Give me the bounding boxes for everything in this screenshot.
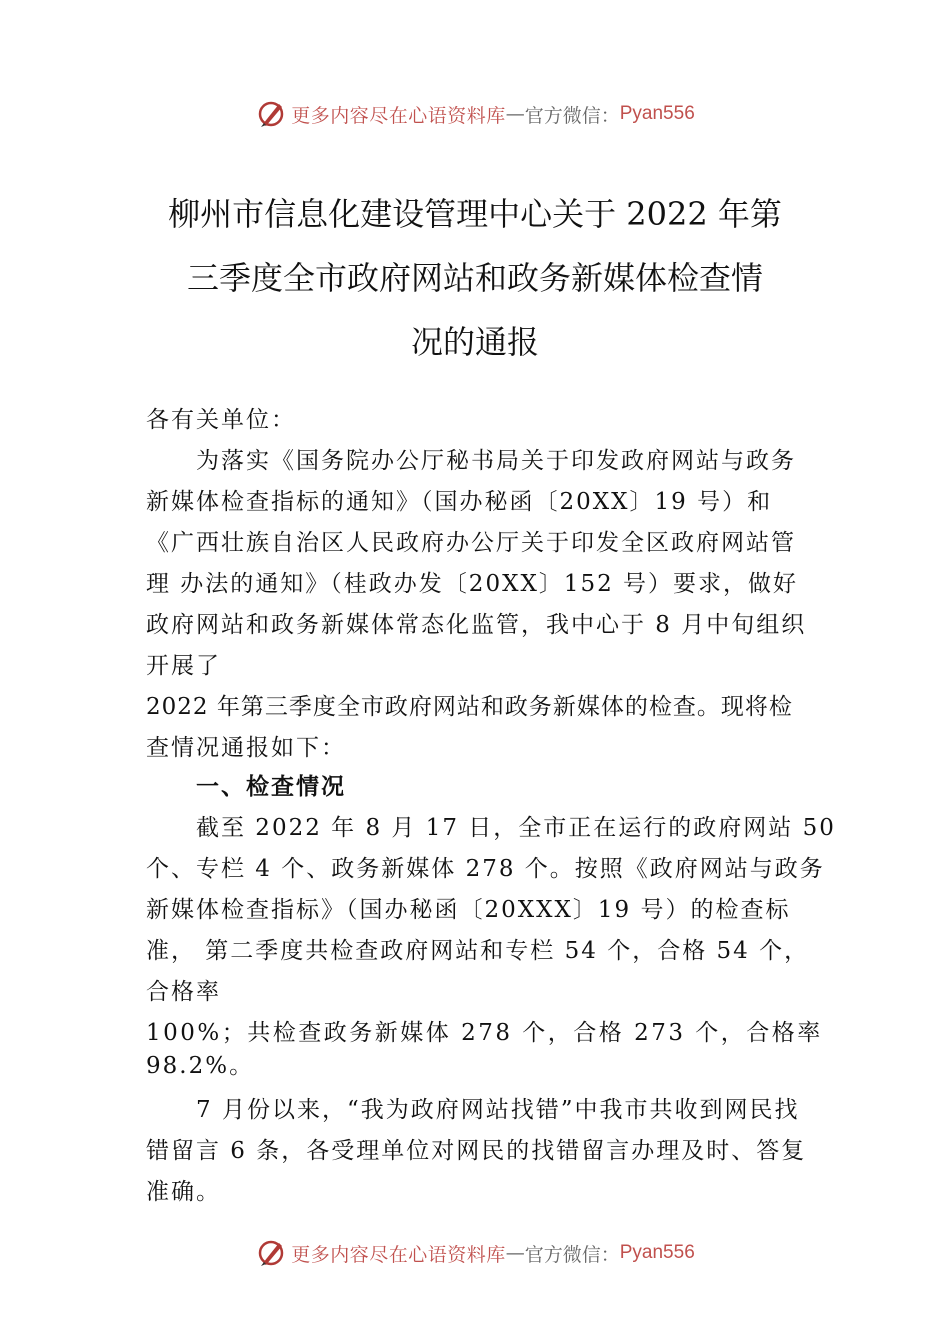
text-line: 新媒体检查指标》（国办秘函〔20XXX〕19 号）的检查标 — [146, 897, 791, 923]
text-line: 准， 第二季度共检查政府网站和专栏 54 个，合格 54 个， — [146, 938, 810, 964]
text-line: 98.2%。 — [146, 1053, 255, 1079]
text-line: 新媒体检查指标的通知》（国办秘函〔20XX〕19 号）和 — [146, 489, 773, 515]
watermark-separator: — — [505, 103, 525, 125]
watermark-wechat-id: Pyan556 — [619, 103, 695, 124]
text-line: 开展了 — [146, 653, 221, 679]
section-1-paragraph — [146, 808, 836, 1083]
text-line: 2022 年第三季度全市政府网站和政务新媒体的检查。现将检 — [146, 694, 793, 720]
text-line: 政府网站和政务新媒体常态化监管，我中心于 8 月中旬组织 — [146, 612, 807, 638]
title-line: 况的通报 — [410, 323, 539, 361]
watermark-text: 更多内容尽在心语资料库 — [291, 1243, 506, 1266]
pen-logo-icon — [255, 98, 287, 130]
salutation-text: 各有关单位： — [146, 407, 296, 433]
document-title — [120, 182, 830, 374]
section-heading — [146, 767, 811, 808]
text-line: 为落实《国务院办公厅秘书局关于印发政府网站与政务 — [196, 448, 796, 474]
text-line: 准确。 — [146, 1179, 221, 1205]
text-line: 理 办法的通知》（桂政办发〔20XX〕152 号）要求，做好 — [146, 571, 799, 597]
title-line: 三季度全市政府网站和政务新媒体检查情 — [186, 259, 763, 297]
section-1-heading: 一、检查情况 — [196, 774, 346, 800]
text-line: 100%；共检查政务新媒体 278 个，合格 273 个，合格率 — [146, 1020, 823, 1046]
text-line: 截至 2022 年 8 月 17 日，全市正在运行的政府网站 50 — [196, 815, 836, 841]
text-line: 个、专栏 4 个、政务新媒体 278 个。按照《政府网站与政务 — [146, 856, 825, 882]
intro-paragraph — [146, 441, 811, 769]
text-line: 《广西壮族自治区人民政府办公厅关于印发全区政府网站管 — [146, 530, 796, 556]
salutation — [146, 400, 811, 441]
watermark-separator: — — [505, 1242, 525, 1264]
watermark-text: 更多内容尽在心语资料库 — [291, 104, 506, 127]
watermark-banner-bottom — [0, 1236, 950, 1270]
title-line: 柳州市信息化建设管理中心关于 2022 年第 — [168, 195, 782, 233]
text-line: 错留言 6 条，各受理单位对网民的找错留言办理及时、答复 — [146, 1138, 807, 1164]
watermark-wechat-label: 官方微信： — [524, 1243, 620, 1266]
pen-logo-icon — [255, 1237, 287, 1269]
report-paragraph — [146, 1090, 811, 1213]
watermark-banner-top — [0, 97, 950, 131]
watermark-wechat-label: 官方微信： — [524, 104, 620, 127]
text-line: 7 月份以来，“我为政府网站找错”中我市共收到网民找 — [196, 1097, 800, 1123]
watermark-wechat-id: Pyan556 — [619, 1242, 695, 1263]
text-line: 查情况通报如下： — [146, 735, 346, 761]
text-line: 合格率 — [146, 979, 221, 1005]
